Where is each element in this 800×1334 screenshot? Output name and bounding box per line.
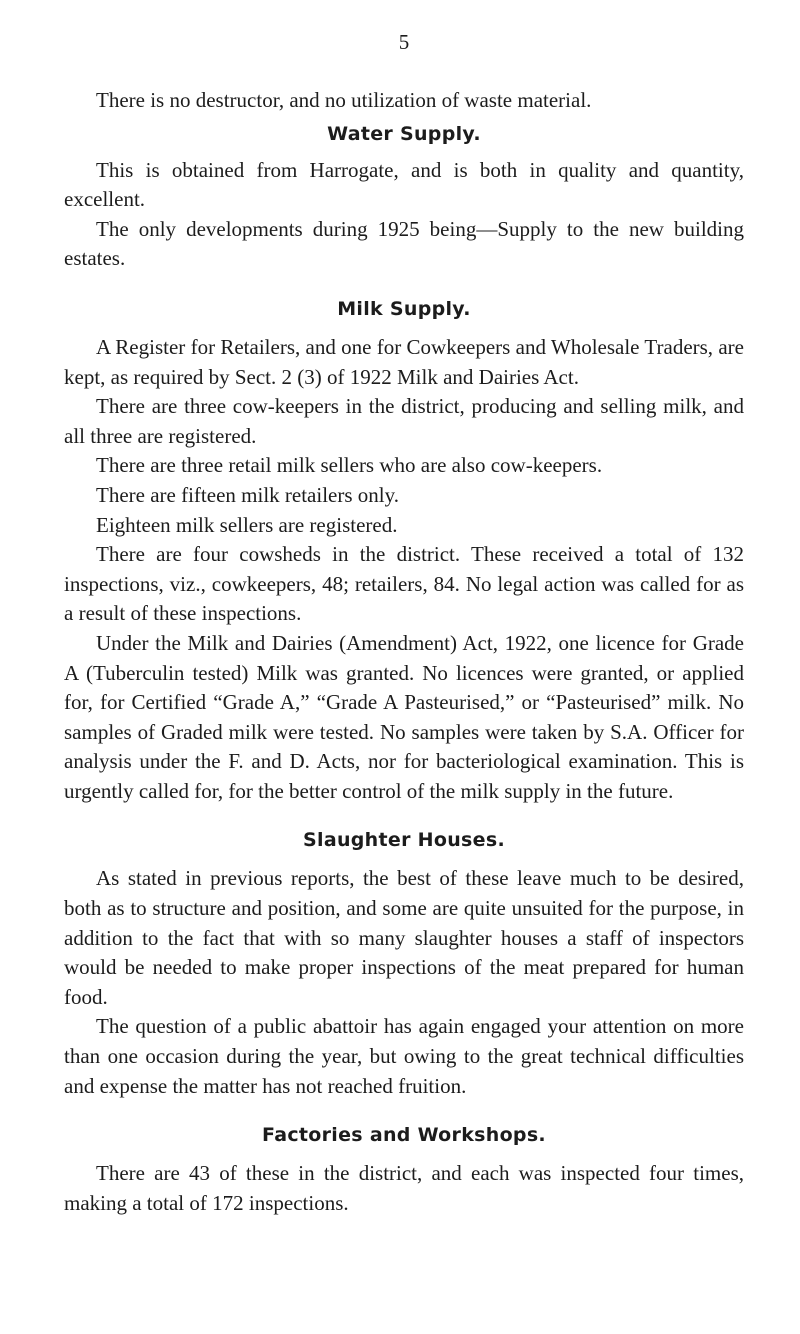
factories-workshops-paragraph: There are 43 of these in the district, and each was inspected four times, making a total of 172 inspections. bbox=[64, 1161, 744, 1215]
milk-supply-paragraph: There are four cowsheds in the district. These received a total of 132 inspections, viz., cowkeepers, 48; retailers, 84. No legal action was called for as a result of these inspections. bbox=[64, 542, 744, 626]
milk-supply-heading: Milk Supply. bbox=[337, 297, 471, 320]
slaughter-houses-paragraph: The question of a public abattoir has again engaged your attention on more than one occasion during the year, but owing to the great technical difficulties and expense the matter has not reached fruition. bbox=[64, 1014, 744, 1098]
milk-supply-paragraph: There are three cow-keepers in the district, producing and selling milk, and all three are registered. bbox=[64, 394, 744, 448]
milk-supply-paragraph: There are three retail milk sellers who are also cow-keepers. bbox=[96, 453, 603, 478]
water-supply-section bbox=[64, 122, 744, 274]
milk-supply-paragraph: A Register for Retailers, and one for Cowkeepers and Wholesale Traders, are kept, as required by Sect. 2 (3) of 1922 Milk and Dairies Act. bbox=[64, 334, 744, 389]
water-supply-paragraph: The only developments during 1925 being—Supply to the new building estates. bbox=[64, 216, 744, 271]
milk-supply-section bbox=[64, 297, 744, 807]
slaughter-houses-section bbox=[64, 828, 744, 1101]
factories-workshops-heading: Factories and Workshops. bbox=[262, 1124, 546, 1147]
slaughter-houses-paragraph: As stated in previous reports, the best of these leave much to be desired, both as to structure and position, and some are quite unsuited for the purpose, in addition to the fact that with so many slaughter houses a staff of inspectors would be needed to make proper inspections of the meat prepared for human food. bbox=[64, 866, 744, 1009]
milk-supply-paragraph: There are fifteen milk retailers only. bbox=[96, 482, 399, 507]
document-body bbox=[64, 86, 744, 1218]
page-number: 5 bbox=[398, 30, 410, 54]
water-supply-heading: Water Supply. bbox=[327, 122, 481, 145]
water-supply-paragraph: This is obtained from Harrogate, and is both in quality and quantity, excellent. bbox=[64, 157, 744, 212]
factories-workshops-section bbox=[64, 1123, 744, 1218]
slaughter-houses-heading: Slaughter Houses. bbox=[303, 829, 505, 852]
milk-supply-paragraph: Under the Milk and Dairies (Amendment) Act, 1922, one licence for Grade A (Tuberculin tested) Milk was granted. No licences were granted, or applied for, for Certified “Grade A,” “Grade A Pasteurised,” or “Pasteurised” milk. No samples of Graded milk were tested. No samples were taken by S.A. Officer for analysis under the F. and D. Acts, nor for bacteriological examination. This is urgently called for, for the better control of the milk supply in the future. bbox=[64, 630, 744, 803]
destructor-paragraph: There is no destructor, and no utilization of waste material. bbox=[96, 88, 592, 112]
milk-supply-paragraph: Eighteen milk sellers are registered. bbox=[96, 512, 398, 537]
